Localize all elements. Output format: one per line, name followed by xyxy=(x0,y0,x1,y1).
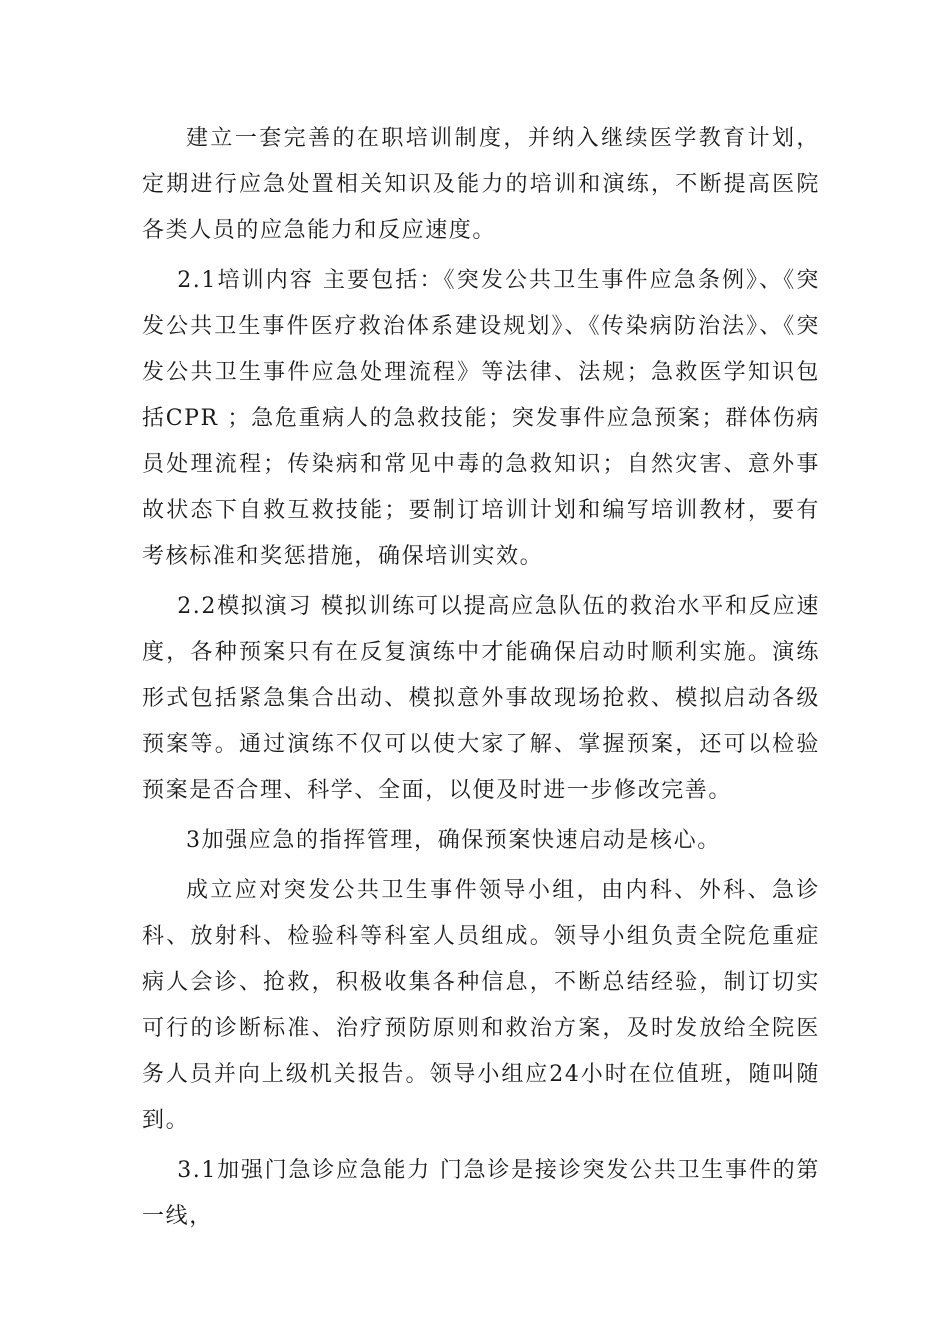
paragraph-leadership-group: 成立应对突发公共卫生事件领导小组，由内科、外科、急诊科、放射科、检验科等科室人员组成。领导小组负责全院危重症病人会诊、抢救，积极收集各种信息，不断总结经验，制订切实可行的诊断标准、治疗预防原则和救治方案，及时发放给全院医务人员并向上级机关报告。领导小组应24小时在位值班，随叫随到。 xyxy=(142,878,820,1133)
paragraph-training-system: 建立一套完善的在职培训制度，并纳入继续医学教育计划，定期进行应急处置相关知识及能力的培训和演练，不断提高医院各类人员的应急能力和反应速度。 xyxy=(142,126,820,243)
paragraph-emergency-clinic: 3.1加强门急诊应急能力 门急诊是接诊突发公共卫生事件的第一线， xyxy=(142,1158,820,1229)
paragraph-command-management-heading: 3加强应急的指挥管理，确保预案快速启动是核心。 xyxy=(186,828,721,853)
document-body xyxy=(142,116,820,1244)
paragraph-training-content: 2.1培训内容 主要包括：《突发公共卫生事件应急条例》、《突发公共卫生事件医疗救治体系建设规划》、《传染病防治法》、《突发公共卫生事件应急处理流程》等法律、法规；急救医学知识包括CPR ；急危重病人的急救技能；突发事件应急预案；群体伤病员处理流程；传染病和常见中毒的急救知识；自然灾害、意外事故状态下自救互救技能；要制订培训计划和编写培训教材，要有考核标准和奖惩措施，确保培训实效。 xyxy=(142,268,820,569)
paragraph-simulation-drill: 2.2模拟演习 模拟训练可以提高应急队伍的救治水平和反应速度，各种预案只有在反复演练中才能确保启动时顺利实施。演练形式包括紧急集合出动、模拟意外事故现场抢救、模拟启动各级预案等。通过演练不仅可以使大家了解、掌握预案，还可以检验预案是否合理、科学、全面，以便及时进一步修改完善。 xyxy=(142,594,820,803)
